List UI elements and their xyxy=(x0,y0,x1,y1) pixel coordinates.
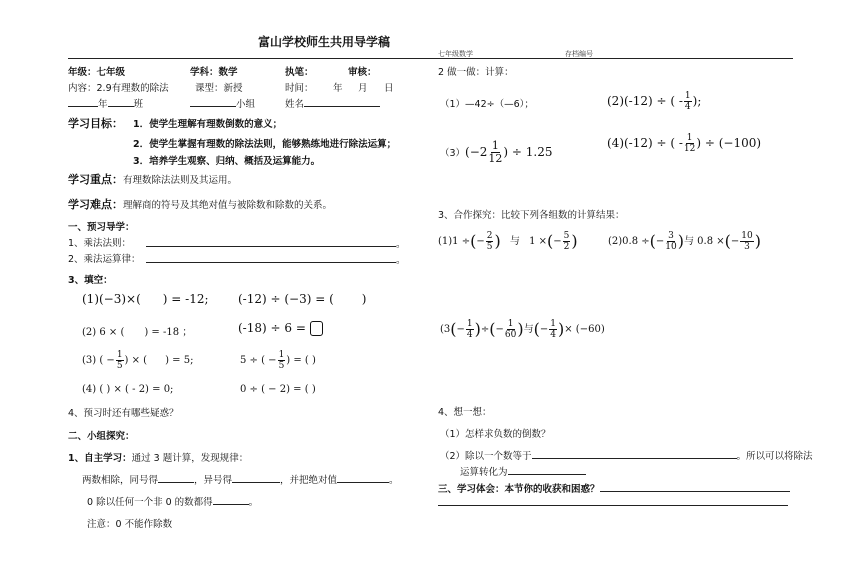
practice-3: （3）(−2 $\frac{1}{12}$ ) ÷ 1.25 xyxy=(440,139,553,165)
subject-label: 学科：数学 xyxy=(190,67,238,78)
think-1: （1）怎样求负数的倒数？ xyxy=(440,429,551,440)
day-label: 日 xyxy=(384,83,394,94)
think-2b: 运算转化为 xyxy=(460,464,586,478)
fill-q1-left: (1)(−3)×( ) = -12; xyxy=(82,292,209,306)
name-row: 姓名 xyxy=(285,96,380,110)
fill-q4-right: 0 ÷ ( − 2) = ( ) xyxy=(240,384,316,395)
rule-1-blank[interactable] xyxy=(146,246,396,247)
coop-3: (3(− $\frac{1}{4}$ )÷(− $\frac{1}{60}$ )与(− $\frac{1}{4}$ )× (−60) xyxy=(440,319,605,340)
year-label: 年 xyxy=(333,83,343,94)
same-sign-blank[interactable] xyxy=(158,473,194,483)
group-row: 小组 xyxy=(190,96,255,110)
name-blank[interactable] xyxy=(304,97,380,107)
fill-q2-left: (2) 6 × ( ) = -18 ； xyxy=(82,327,193,338)
content-label: 内容：2.9有理数的除法 xyxy=(68,83,169,94)
rule-2-label: 2、乘法运算律： xyxy=(68,254,141,265)
goal-1: 1．使学生理解有理数倒数的意义； xyxy=(133,119,283,130)
zero-blank[interactable] xyxy=(213,495,249,505)
coop-2: (2)0.8 ÷(− $\frac{3}{10}$ )与 0.8 ×(− $\frac{10}{3}$ ) xyxy=(608,231,761,252)
rule-2-blank[interactable] xyxy=(146,262,396,263)
subject-tag: 七年级数学 xyxy=(438,50,473,58)
practice-1: （1）—42÷（—6）； xyxy=(440,99,534,110)
equals-blank[interactable] xyxy=(532,449,737,459)
think-2: （2）除以一个数等于 。所以可以将除法 xyxy=(440,451,813,462)
convert-blank[interactable] xyxy=(508,465,586,475)
fill-q4-left: (4) ( ) × ( - 2) = 0; xyxy=(82,384,174,395)
group-blank[interactable] xyxy=(190,97,236,107)
law-row: 两数相除，同号得 ，异号得 ，并把绝对值 。 xyxy=(82,475,399,486)
zero-row: 0 除以任何一个非 0 的数都得 。 xyxy=(87,497,259,508)
fill-q3-left: (3) ( − $\frac{1}{5}$ ) × ( ) = 5; xyxy=(82,350,194,371)
self-study-row: 1、自主学习：通过 3 题计算，发现规律： xyxy=(68,453,249,464)
goal-2: 2．使学生掌握有理数的除法法则，能够熟练地进行除法运算； xyxy=(133,139,397,150)
header-rule xyxy=(68,58,793,59)
reflection-blank[interactable] xyxy=(600,482,790,492)
time-label: 时间： xyxy=(285,83,314,94)
preview-q4: 4、预习时还有哪些疑惑？ xyxy=(68,408,179,419)
coop-1: (1)1 ÷(− $\frac{2}{5}$ ) 与 1 ×(− $\frac{5}{2}$ ) xyxy=(438,231,578,252)
year-blank[interactable] xyxy=(68,97,98,107)
rule-1-label: 1、乘法法则： xyxy=(68,238,132,249)
grade-label: 年级：七年级 xyxy=(68,67,126,78)
goals-heading: 学习目标： xyxy=(68,117,123,130)
reflection-line-2[interactable] xyxy=(438,505,788,506)
focus-row: 学习重点：有理数除法法则及其运用。 xyxy=(68,173,238,186)
fill-q2-right: (-18) ÷ 6 = xyxy=(238,321,323,336)
goal-3: 3．培养学生观察、归纳、概括及运算能力。 xyxy=(133,156,321,167)
answer-box[interactable] xyxy=(310,321,323,336)
class-blank[interactable] xyxy=(108,97,134,107)
archive-tag: 存档编号 xyxy=(565,50,593,58)
note: 注意：0 不能作除数 xyxy=(87,519,173,530)
author-label: 执笔： xyxy=(285,67,314,78)
abs-value-blank[interactable] xyxy=(337,473,389,483)
practice-4: (4)(-12) ÷ ( - $\frac{1}{12}$ ) ÷ (−100) xyxy=(607,133,762,154)
review-label: 审核： xyxy=(348,67,377,78)
diff-sign-blank[interactable] xyxy=(232,473,280,483)
preview-heading: 一、预习导学： xyxy=(68,222,135,233)
page-title: 富山学校师生共用导学稿 xyxy=(258,35,391,49)
month-label: 月 xyxy=(358,83,368,94)
difficulty-row: 学习难点：理解商的符号及其绝对值与被除数和除数的关系。 xyxy=(68,198,333,211)
practice-2: (2)(-12) ÷ ( - $\frac{1}{4}$ ); xyxy=(607,91,702,112)
fill-q3-right: 5 ÷ ( − $\frac{1}{5}$ ) = ( ) xyxy=(240,350,316,371)
fill-q1-right: (-12) ÷ (−3) = ( ) xyxy=(238,292,367,306)
think-heading: 4、想一想： xyxy=(438,407,492,418)
class-row: 年 班 xyxy=(68,96,143,110)
practice-heading: 2 做一做：计算： xyxy=(438,67,514,78)
lesson-type-label: 课型：新授 xyxy=(195,83,243,94)
coop-heading: 3、合作探究：比较下列各组数的计算结果： xyxy=(438,210,625,221)
reflection-row: 三、学习体会：本节你的收获和困惑？ xyxy=(438,481,790,495)
fill-heading: 3、填空： xyxy=(68,275,113,286)
group-heading: 二、小组探究： xyxy=(68,431,135,442)
